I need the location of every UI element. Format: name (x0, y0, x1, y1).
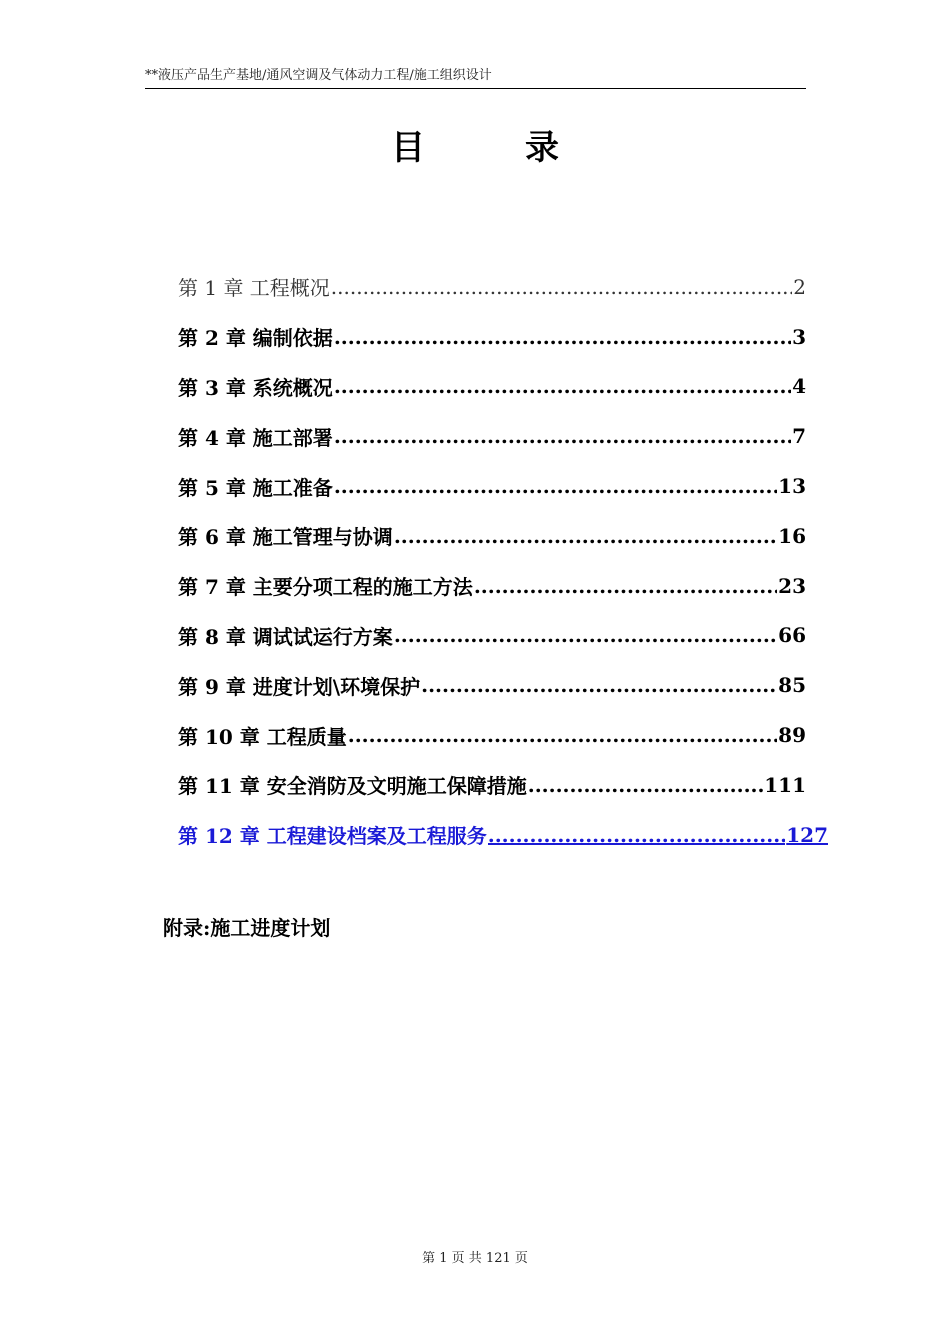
running-header: **液压产品生产基地/通风空调及气体动力工程/施工组织设计 (145, 66, 806, 89)
page-title (0, 120, 950, 169)
toc-entry-page: 16 (778, 523, 806, 548)
toc-entry-page: 3 (792, 324, 806, 349)
toc-entry-9[interactable] (178, 660, 806, 710)
toc-entry-7[interactable] (178, 561, 806, 611)
toc-entry-2[interactable] (178, 312, 806, 362)
toc-entry-label: 第 8 章 调试试运行方案 (178, 624, 393, 649)
toc-entry-label: 第 9 章 进度计划\环境保护 (178, 674, 421, 699)
toc-entry-3[interactable] (178, 362, 806, 412)
toc-entry-label: 第 10 章 工程质量 (178, 724, 347, 749)
toc-leader-dots (334, 325, 791, 349)
toc-entry-page: 111 (764, 772, 806, 797)
toc-leader-dots (331, 275, 792, 299)
toc-entry-label: 第 11 章 安全消防及文明施工保障措施 (178, 774, 527, 799)
page-footer: 第 1 页 共 121 页 (422, 1251, 528, 1266)
toc-entry-page: 13 (778, 474, 806, 499)
toc-leader-dots (488, 823, 786, 847)
toc-entry-label: 第 1 章 工程概况 (178, 276, 330, 301)
toc-entry-label: 第 12 章 工程建设档案及工程服务 (178, 824, 487, 849)
toc-leader-dots (394, 623, 777, 647)
title-char-1: 目 (391, 128, 425, 168)
toc-leader-dots (528, 773, 764, 797)
toc-entry-6[interactable] (178, 511, 806, 561)
toc-entry-page: 89 (778, 723, 806, 748)
toc-entry-page: 127 (786, 822, 828, 847)
toc-leader-dots (334, 474, 777, 498)
toc-entry-label: 第 7 章 主要分项工程的施工方法 (178, 575, 473, 600)
toc-leader-dots (394, 524, 777, 548)
toc-entry-10[interactable] (178, 710, 806, 760)
toc-entry-label: 第 2 章 编制依据 (178, 326, 333, 351)
toc-entry-4[interactable] (178, 411, 806, 461)
toc-entry-1[interactable] (178, 262, 806, 312)
toc-entry-12-link[interactable] (178, 810, 828, 860)
toc-entry-label: 第 3 章 系统概况 (178, 375, 333, 400)
table-of-contents (178, 262, 828, 860)
toc-entry-11[interactable] (178, 760, 806, 810)
toc-entry-page: 2 (793, 274, 806, 299)
toc-entry-label: 第 4 章 施工部署 (178, 425, 333, 450)
toc-entry-page: 85 (778, 673, 806, 698)
toc-entry-label: 第 6 章 施工管理与协调 (178, 525, 393, 550)
title-char-2: 录 (525, 128, 559, 168)
toc-entry-5[interactable] (178, 461, 806, 511)
toc-entry-label: 第 5 章 施工准备 (178, 475, 333, 500)
toc-leader-dots (421, 673, 777, 697)
toc-entry-page: 4 (792, 374, 806, 399)
toc-entry-page: 7 (792, 424, 806, 449)
toc-entry-page: 23 (778, 573, 806, 598)
toc-entry-page: 66 (778, 623, 806, 648)
toc-leader-dots (334, 424, 791, 448)
toc-entry-8[interactable] (178, 611, 806, 661)
toc-leader-dots (348, 723, 777, 747)
appendix-heading: 附录:施工进度计划 (163, 916, 331, 940)
toc-leader-dots (474, 574, 777, 598)
toc-leader-dots (334, 374, 791, 398)
